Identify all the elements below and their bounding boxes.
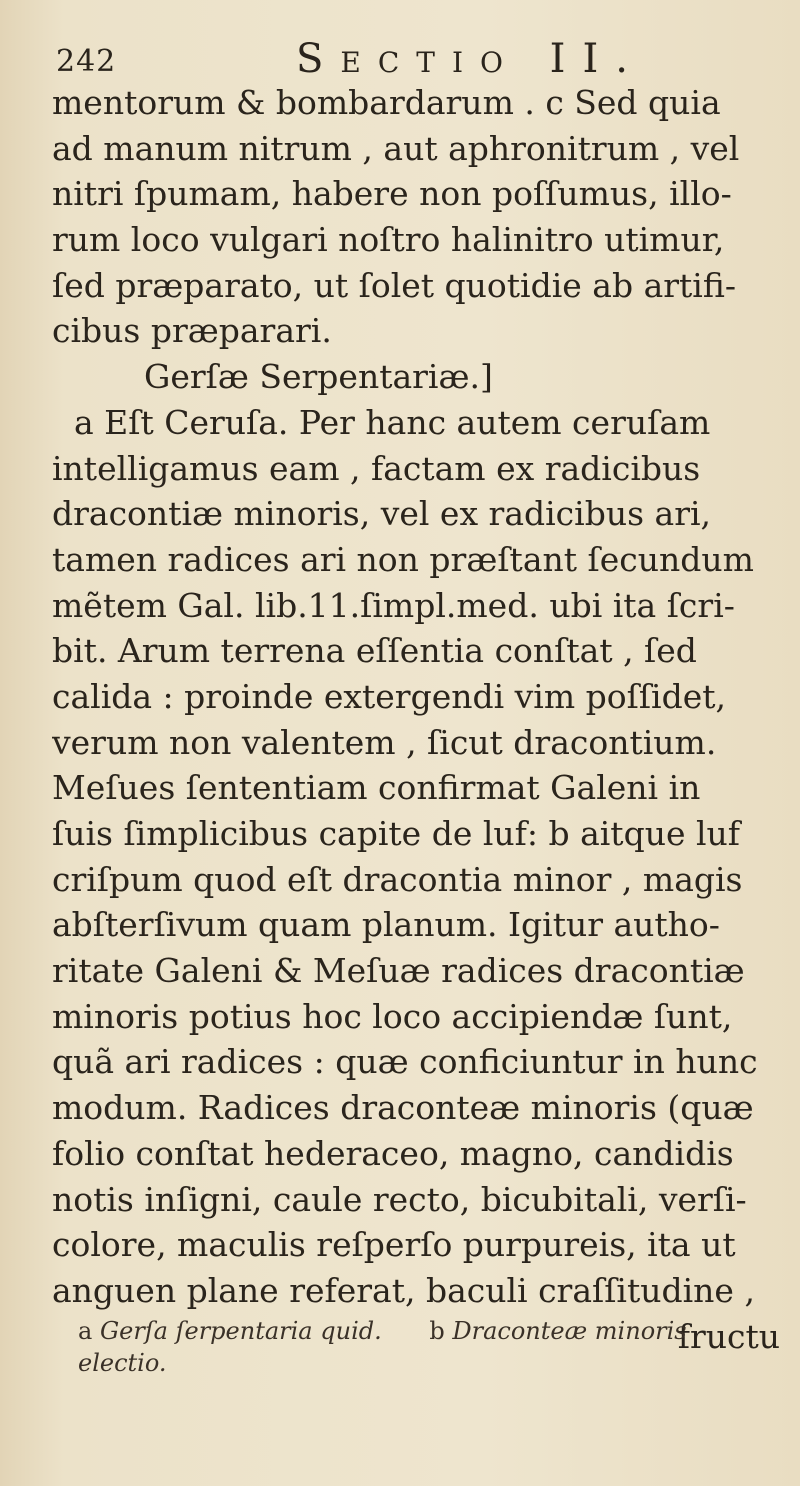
marginal-notes [78, 1315, 778, 1379]
text-line: abſterſivum quam planum. Igitur autho- [52, 905, 720, 945]
text-line: anguen plane referat, baculi craſſitudine , [52, 1270, 755, 1310]
footnote-b-letter: b [429, 1317, 445, 1345]
footnote-row [78, 1347, 778, 1379]
body-text [52, 80, 788, 1359]
text-line: tamen radices ari non præſtant ſecundum [52, 539, 754, 579]
text-line: cibus præparari. [52, 311, 332, 351]
text-line: Meſues ſententiam confirmat Galeni in [52, 768, 701, 808]
text-line: mentorum & bombardarum . c Sed quia [52, 83, 721, 122]
footnote-a-letter: a [78, 1317, 93, 1345]
footnote-b-text: Draconteæ minoris [452, 1317, 687, 1345]
page-header [46, 36, 786, 86]
text-line: ritate Galeni & Meſuæ radices dracontiæ [52, 951, 745, 991]
footnote-b [429, 1315, 686, 1347]
text-line: criſpum quod eſt dracontia minor , magis [52, 859, 743, 899]
text-line: colore, maculis reſperſo purpureis, ita ut [52, 1225, 736, 1265]
text-line: notis inſigni, caule recto, bicubitali, verſi- [52, 1179, 747, 1219]
text-line: bit. Arum terrena eſſentia conſtat , ſed [52, 631, 697, 671]
text-line: nitri ſpumam, habere non poſſumus, illo- [52, 174, 732, 214]
footnote-row [78, 1315, 778, 1347]
text-line: ſed præparato, ut ſolet quotidie ab artifi- [52, 265, 737, 305]
text-line: rum loco vulgari noſtro halinitro utimur, [52, 220, 725, 260]
text-line: modum. Radices draconteæ minoris (quæ [52, 1088, 754, 1128]
text-line: verum non valentem , ſicut dracontium. [52, 722, 717, 762]
text-line: ad manum nitrum , aut aphronitrum , vel [52, 128, 740, 168]
section-heading: Gerſæ Serpentariæ.] [144, 357, 493, 397]
text-line: minoris potius hoc loco accipiendæ ſunt, [52, 996, 733, 1036]
footnote-continuation: electio. [78, 1349, 167, 1377]
running-title: Sectio II. [296, 36, 645, 82]
text-line: a Eſt Ceruſa. Per hanc autem ceruſam [74, 402, 711, 442]
text-line: folio conſtat hederaceo, magno, candidis [52, 1133, 734, 1173]
text-line: intelligamus eam , factam ex radicibus [52, 448, 701, 488]
text-line: ſuis ſimplicibus capite de luf: b aitque luf [52, 814, 740, 853]
page-number: 242 [56, 44, 117, 79]
footnote-a-text: Gerſa ſerpentaria quid. [99, 1317, 382, 1345]
text-line: calida : proinde extergendi vim poſſidet, [52, 676, 727, 716]
catchword: fructu [677, 1316, 780, 1356]
text-line: mẽtem Gal. lib.11.ſimpl.med. ubi ita ſcri- [52, 585, 735, 625]
text-line: dracontiæ minoris, vel ex radicibus ari, [52, 494, 712, 534]
text-line: quã ari radices : quæ conficiuntur in hunc [52, 1042, 758, 1082]
